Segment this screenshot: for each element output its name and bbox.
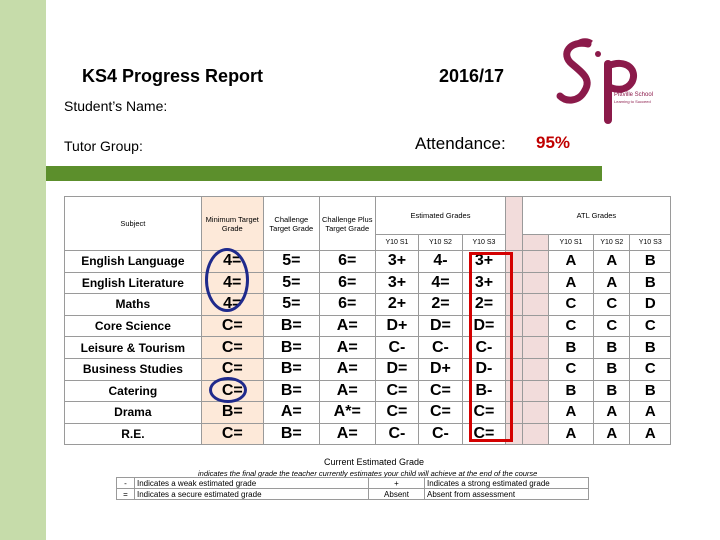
min-target-grade: 4= — [201, 251, 263, 273]
min-target-grade: 4= — [201, 272, 263, 294]
table-row — [65, 294, 671, 316]
subject-name: Leisure & Tourism — [65, 337, 202, 359]
atl-grade: C — [548, 294, 594, 316]
estimated-grade: C= — [462, 423, 506, 445]
report-title: KS4 Progress Report — [82, 66, 264, 86]
challenge-target-grade: B= — [263, 380, 319, 402]
atl-row-spacer — [522, 402, 548, 424]
student-name-label: Student’s Name: — [64, 98, 168, 114]
legend-text: Indicates a weak estimated grade — [135, 478, 369, 489]
estimated-grade: 4- — [419, 251, 463, 273]
estimated-grade: C= — [375, 380, 419, 402]
challenge-target-grade: 5= — [263, 251, 319, 273]
challenge-plus-grade: A= — [319, 315, 375, 337]
challenge-target-grade: 5= — [263, 272, 319, 294]
atl-grade: B — [594, 337, 630, 359]
estimated-grade: D= — [375, 358, 419, 380]
subject-name: English Literature — [65, 272, 202, 294]
challenge-target-grade: B= — [263, 423, 319, 445]
legend-title: Current Estimated Grade — [324, 457, 425, 467]
atl-grade: B — [594, 380, 630, 402]
atl-grade: D — [630, 294, 671, 316]
atl-grade: B — [594, 358, 630, 380]
logo-text: Pittville School — [614, 92, 654, 98]
estimated-grade: C= — [462, 402, 506, 424]
atl-grade: A — [630, 423, 671, 445]
legend-note: indicates the final grade the teacher currently estimates your child will achieve at the end of the course — [198, 469, 538, 478]
est-term-3: Y10 S3 — [462, 235, 506, 251]
challenge-plus-grade: 6= — [319, 251, 375, 273]
atl-grade: A — [594, 272, 630, 294]
header-spacer-1 — [506, 197, 523, 251]
challenge-plus-grade: A*= — [319, 402, 375, 424]
subject-name: Catering — [65, 380, 202, 402]
atl-row-spacer — [522, 251, 548, 273]
subject-name: Business Studies — [65, 358, 202, 380]
atl-grade: C — [594, 294, 630, 316]
estimated-grade: C= — [419, 402, 463, 424]
atl-row-spacer — [522, 315, 548, 337]
table-row — [65, 358, 671, 380]
challenge-plus-grade: 6= — [319, 272, 375, 294]
estimated-grade: 2+ — [375, 294, 419, 316]
decorative-side-bar — [0, 0, 46, 540]
atl-row-spacer — [522, 380, 548, 402]
table-row — [65, 272, 671, 294]
estimated-grade: C- — [462, 337, 506, 359]
academic-year: 2016/17 — [439, 66, 505, 86]
table-row — [65, 423, 671, 445]
grades-table — [64, 196, 671, 445]
challenge-target-grade: A= — [263, 402, 319, 424]
min-target-highlight-circle — [205, 248, 249, 312]
estimated-grade: C- — [419, 423, 463, 445]
header-challenge-plus-target: Challenge Plus Target Grade — [319, 197, 375, 251]
legend-text: Indicates a secure estimated grade — [135, 489, 369, 500]
atl-grade: A — [594, 423, 630, 445]
estimated-grade: 4= — [419, 272, 463, 294]
atl-row-spacer — [522, 358, 548, 380]
est-term-1: Y10 S1 — [375, 235, 419, 251]
atl-term-3: Y10 S3 — [630, 235, 671, 251]
tutor-group-label: Tutor Group: — [64, 138, 143, 154]
header-divider-band — [46, 166, 602, 181]
atl-row-spacer — [522, 272, 548, 294]
header-subject: Subject — [65, 197, 202, 251]
estimated-grade: 3+ — [375, 272, 419, 294]
challenge-plus-grade: A= — [319, 423, 375, 445]
min-target-grade: C= — [201, 315, 263, 337]
atl-grade: C — [594, 315, 630, 337]
estimated-grade: C= — [419, 380, 463, 402]
atl-grade: B — [548, 380, 594, 402]
legend-row — [117, 489, 589, 500]
estimated-grade: C- — [375, 337, 419, 359]
table-row — [65, 315, 671, 337]
atl-spacer — [522, 235, 548, 251]
estimated-grade: 3+ — [462, 251, 506, 273]
atl-grade: A — [548, 423, 594, 445]
table-row — [65, 337, 671, 359]
legend-symbol-2: + — [369, 478, 425, 489]
atl-grade: B — [630, 272, 671, 294]
atl-grade: A — [630, 402, 671, 424]
atl-term-1: Y10 S1 — [548, 235, 594, 251]
estimated-grade: B- — [462, 380, 506, 402]
header-atl-grades: ATL Grades — [522, 197, 670, 235]
legend-symbol-2: Absent — [369, 489, 425, 500]
min-target-grade: C= — [201, 358, 263, 380]
legend-row — [117, 478, 589, 489]
atl-grade: C — [630, 315, 671, 337]
min-target-grade: C= — [201, 423, 263, 445]
atl-grade: A — [548, 251, 594, 273]
header-min-target: Minimum Target Grade — [201, 197, 263, 251]
challenge-target-grade: B= — [263, 315, 319, 337]
estimated-grade: D= — [419, 315, 463, 337]
legend-table — [116, 477, 589, 500]
atl-grade: B — [630, 337, 671, 359]
atl-grade: A — [594, 251, 630, 273]
subject-name: Core Science — [65, 315, 202, 337]
atl-grade: C — [548, 315, 594, 337]
y10-s3-highlight-box — [469, 252, 513, 442]
estimated-grade: D- — [462, 358, 506, 380]
atl-row-spacer — [522, 423, 548, 445]
logo-subtext: Learning to Succeed — [614, 99, 651, 104]
challenge-plus-grade: A= — [319, 358, 375, 380]
challenge-target-grade: 5= — [263, 294, 319, 316]
challenge-target-grade: B= — [263, 358, 319, 380]
legend-symbol: = — [117, 489, 135, 500]
estimated-grade: 3+ — [462, 272, 506, 294]
legend-text-2: Absent from assessment — [425, 489, 589, 500]
min-target-grade: B= — [201, 402, 263, 424]
table-row — [65, 402, 671, 424]
challenge-plus-grade: A= — [319, 380, 375, 402]
estimated-grade: 2= — [419, 294, 463, 316]
challenge-plus-grade: A= — [319, 337, 375, 359]
min-target-grade: C= — [201, 337, 263, 359]
challenge-plus-grade: 6= — [319, 294, 375, 316]
estimated-grade: D+ — [375, 315, 419, 337]
attendance-label: Attendance: — [415, 134, 506, 153]
atl-grade: A — [548, 402, 594, 424]
estimated-grade: 3+ — [375, 251, 419, 273]
estimated-grade: D= — [462, 315, 506, 337]
atl-grade: C — [548, 358, 594, 380]
min-target-grade: C= — [201, 380, 263, 402]
table-row — [65, 251, 671, 273]
atl-grade: B — [630, 380, 671, 402]
legend-symbol: - — [117, 478, 135, 489]
estimated-grade: C- — [419, 337, 463, 359]
subject-name: English Language — [65, 251, 202, 273]
attendance-value: 95% — [536, 133, 571, 152]
atl-grade: B — [630, 251, 671, 273]
subject-name: Drama — [65, 402, 202, 424]
atl-grade: A — [548, 272, 594, 294]
school-logo — [548, 36, 658, 126]
atl-grade: B — [548, 337, 594, 359]
estimated-grade: 2= — [462, 294, 506, 316]
legend-text-2: Indicates a strong estimated grade — [425, 478, 589, 489]
atl-grade: C — [630, 358, 671, 380]
header-challenge-target: Challenge Target Grade — [263, 197, 319, 251]
est-term-2: Y10 S2 — [419, 235, 463, 251]
subject-name: R.E. — [65, 423, 202, 445]
catering-highlight-circle — [209, 377, 247, 403]
min-target-grade: 4= — [201, 294, 263, 316]
atl-row-spacer — [522, 337, 548, 359]
estimated-grade: C- — [375, 423, 419, 445]
atl-term-2: Y10 S2 — [594, 235, 630, 251]
challenge-target-grade: B= — [263, 337, 319, 359]
atl-grade: A — [594, 402, 630, 424]
subject-name: Maths — [65, 294, 202, 316]
header-estimated-grades: Estimated Grades — [375, 197, 506, 235]
table-row — [65, 380, 671, 402]
atl-row-spacer — [522, 294, 548, 316]
estimated-grade: C= — [375, 402, 419, 424]
estimated-grade: D+ — [419, 358, 463, 380]
